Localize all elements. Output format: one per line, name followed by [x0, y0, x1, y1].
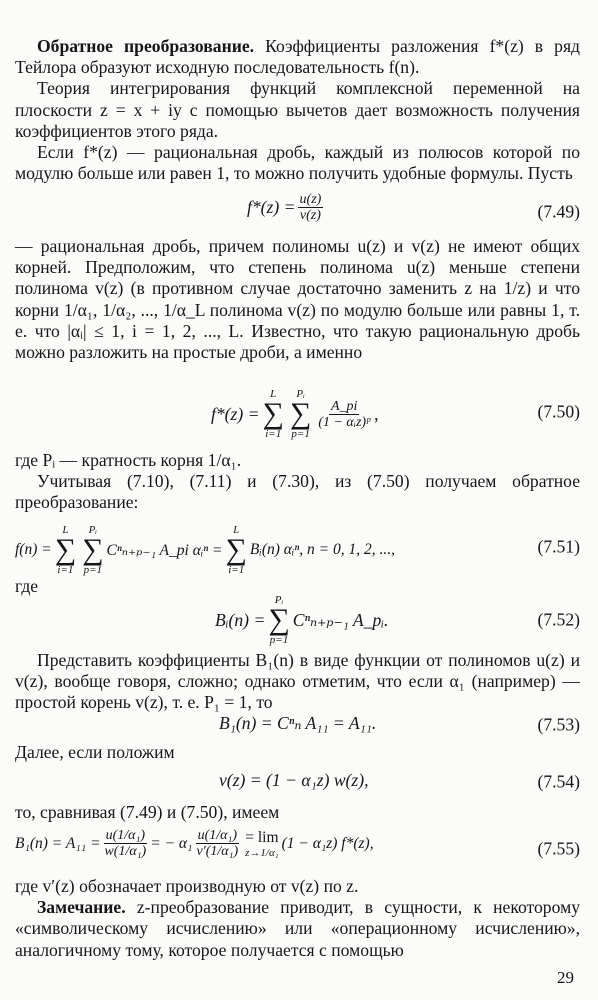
equation-label: (7.55) — [537, 838, 580, 859]
equation-7-54: v(z) = (1 − α₁z) w(z), (7.54) — [219, 770, 580, 792]
paragraph-remark: Замечание. z-преобразование приводит, в сущности, к некоторому «символическому исчислению» или «операционному исчислению», аналогичному тому, которое получается с помощью — [15, 897, 580, 960]
paragraph-derivative: где v′(z) обозначает производную от v(z) по z. Замечание. z-преобразование приводит, в сущности, к некоторому «символическому исчислению» или «операционному исчислению», аналогичному тому, которое получается с помощью — [15, 876, 580, 960]
equation-label: (7.53) — [537, 714, 580, 735]
paragraph-coefficients: Представить коэффициенты B₁(n) в виде функции от полиномов u(z) и v(z), вообще говоря, сложно; однако отметим, что если α₁ (например) — простой корень v(z), т. е. P₁ = 1, то — [15, 650, 580, 713]
paragraph-comparing: то, сравнивая (7.49) и (7.50), имеем — [15, 802, 280, 822]
remark-title: Замечание. — [37, 897, 126, 918]
equation-label: (7.54) — [537, 771, 580, 792]
section-title: Обратное преобразование. — [37, 36, 255, 56]
paragraph-further: Далее, если положим — [15, 742, 175, 762]
equation-label: (7.50) — [537, 401, 580, 422]
paragraph-polynomials: — рациональная дробь, причем полиномы u(z) и v(z) не имеют общих корней. Предположим, что степень полинома u(z) меньше степени полинома v(z) (в противном случае достаточно заменить z на 1/z) и что корни 1/α₁, 1/α₂, ..., 1/α_L полинома v(z) по модулю больше или равны 1, т. е. что |αᵢ| ≤ 1, i = 1, 2, ..., L. Известно, что такую рациональную дробь можно разложить на простые дроби, а именно — [15, 236, 580, 363]
paragraph-inverse-transform: Обратное преобразование. Коэффициенты разложения f*(z) в ряд Тейлора образуют исходную последовательность f(n). Теория интегрирования функций комплексной переменной на плоскости z = x + iy с помощью вычетов дает возможность получения коэффициентов этого ряда. Если f*(z) — рациональная дробь, каждый из полюсов которой по модулю больше или равен 1, то можно получить удобные формулы. Пусть — [15, 36, 580, 184]
equation-7-53: B₁(n) = Cⁿₙ A₁₁ = A₁₁. (7.53) — [219, 713, 580, 735]
equation-7-55: B₁(n) = A₁₁ = $\frac{\text{u(1/α₁)}}{\text{w(1/α₁)}}$ = − α₁ $\frac{\text{u(1/α₁)}}{\text{v′(1/α₁)}}$ = lim z→1/α₁ (1 − α₁z) f*(z), (7.55) — [15, 828, 580, 859]
paragraph-residues: Теория интегрирования функций комплексной переменной на плоскости z = x + iy с помощью вычетов дает возможность получения коэффициентов этого ряда. — [15, 78, 580, 141]
equation-7-50: f*(z) = L ∑ i=1 Pᵢ ∑ p=1 $\frac{A\_pi}{\text{(1 − αᵢz)ᵖ}}$ , (7.50) — [211, 388, 580, 440]
equation-label: (7.51) — [537, 536, 580, 557]
equation-label: (7.49) — [537, 201, 580, 222]
equation-7-49: f*(z) = $\frac{u(z)}{v(z)}$ (7.49) — [247, 192, 580, 223]
equation-label: (7.52) — [537, 609, 580, 630]
page-number: 29 — [557, 968, 574, 987]
paragraph-multiplicity: где Pᵢ — кратность корня 1/α₁. Учитывая (7.10), (7.11) и (7.30), из (7.50) получаем обратное преобразование: — [15, 450, 580, 513]
paragraph-rational-fraction: Если f*(z) — рациональная дробь, каждый из полюсов которой по модулю больше или равен 1, то можно получить удобные формулы. Пусть — [15, 142, 580, 184]
equation-7-52: Bᵢ(n) = Pᵢ ∑ p=1 Cⁿₙ₊ₚ₋₁ A_pᵢ. (7.52) — [215, 594, 580, 646]
paragraph-where: где — [15, 576, 39, 596]
equation-7-51: f(n) = L ∑ i=1 Pᵢ ∑ p=1 Cⁿₙ₊ₚ₋₁ A_pi αᵢⁿ = L ∑ i=1 Bᵢ(n) αᵢⁿ, n = 0, 1, 2, ..., (7.51) — [15, 524, 580, 576]
